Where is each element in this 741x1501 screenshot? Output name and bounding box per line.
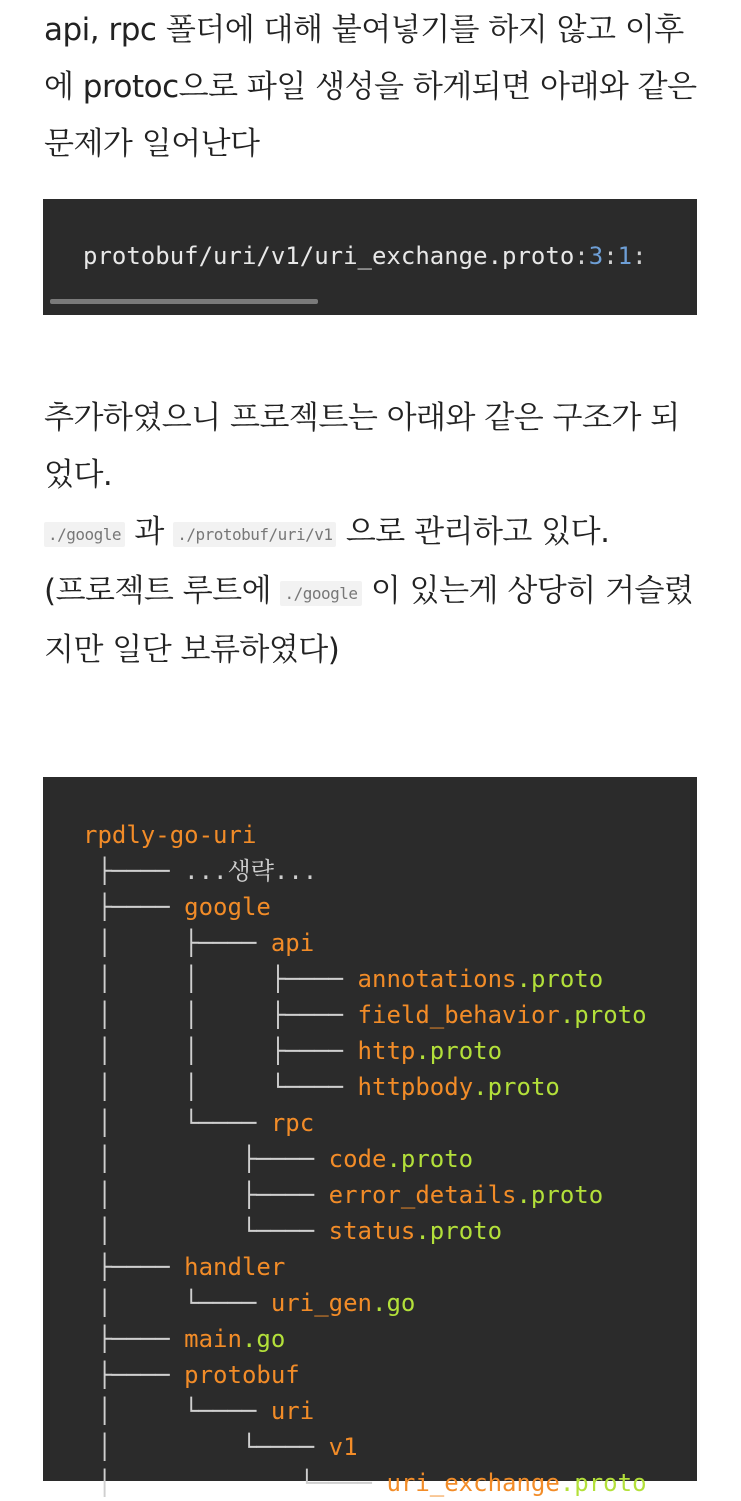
tree-branch: │ └──── [83,1109,271,1137]
tree-entry-name: protobuf [184,1361,300,1389]
tree-entry-name: uri_exchange [386,1469,560,1497]
tree-row [83,1217,502,1245]
tree-row [83,1325,285,1353]
tree-row [83,1433,358,1461]
horizontal-scrollbar[interactable] [50,299,318,304]
tree-entry-name: uri_gen [270,1289,372,1317]
tree-entry-name: rpc [270,1109,315,1137]
tree-branch: │ │ ├──── [83,965,358,993]
tree-entry-extension: .proto [559,1001,647,1029]
tree-entry-name: http [357,1037,416,1065]
tree-row [83,857,317,885]
error-sep: : [632,242,647,270]
structure-text: 으로 관리하고 있다. [336,514,610,550]
tree-entry-extension: .proto [386,1145,474,1173]
tree-entry-name: google [184,893,271,921]
tree-row [83,1289,415,1317]
tree-entry-name: main [184,1325,242,1353]
tree-root: rpdly-go-uri [83,821,257,849]
structure-text: 추가하였으니 프로젝트는 아래와 같은 구조가 되었다. [44,400,680,493]
tree-branch: │ │ ├──── [83,1001,358,1029]
tree-entry-name: uri [270,1397,315,1425]
structure-text: 과 [125,514,174,550]
tree-entry-extension: .proto [516,1181,604,1209]
tree-row [83,1469,647,1497]
error-path: protobuf/uri/v1/uri_exchange.proto [83,242,575,270]
tree-branch: ├──── [83,857,185,885]
tree-entry-extension: .proto [415,1217,503,1245]
tree-branch: │ └──── [83,1217,329,1245]
tree-branch: │ ├──── [83,1145,329,1173]
tree-branch: ├──── [83,893,185,921]
inline-code-google: ./google [280,581,361,606]
tree-entry-name: status [328,1217,416,1245]
tree-entry-extension: .proto [415,1037,503,1065]
tree-row [83,1001,647,1029]
tree-entry-name: api [270,929,315,957]
structure-text: (프로젝트 루트에 [44,573,281,609]
tree-entry-extension: .go [241,1325,286,1353]
tree-entry-name: field_behavior [357,1001,560,1029]
tree-row [83,929,314,957]
tree-row [83,1181,603,1209]
tree-entry-extension: .proto [473,1073,560,1101]
error-sep: : [603,242,618,270]
directory-tree [83,817,647,1501]
tree-row [83,1109,314,1137]
inline-code-google: ./google [44,522,125,547]
tree-entry-name: handler [184,1253,286,1281]
tree-row [83,1361,300,1389]
tree-branch: │ └──── [83,1397,271,1425]
tree-entry-name: v1 [328,1433,358,1461]
tree-row [83,1145,473,1173]
tree-branch: │ └──── [83,1433,329,1461]
tree-branch: │ │ └──── [83,1073,358,1101]
tree-entry-name: code [328,1145,387,1173]
tree-branch: ├──── [83,1325,185,1353]
intro-paragraph: api, rpc 폴더에 대해 붙여넣기를 하지 않고 이후에 protoc으로 파일 생성을 하게되면 아래와 같은 문제가 일어난다 [44,12,697,162]
tree-entry-name: error_details [328,1181,517,1209]
tree-row [83,1073,560,1101]
error-line-number: 3 [588,242,604,270]
tree-row [83,965,603,993]
tree-entry-name: annotations [357,965,517,993]
tree-branch: ├──── [83,1361,185,1389]
tree-row [83,1037,502,1065]
structure-text: 이 있는게 상당히 거슬렸지만 일단 보류하였다) [44,573,694,668]
tree-branch: │ └──── [83,1289,271,1317]
error-col-number: 1 [617,242,633,270]
error-code-block [43,199,697,315]
structure-paragraph [44,390,704,679]
tree-branch: ├──── [83,1253,185,1281]
tree-row [83,1397,314,1425]
tree-entry-name: httpbody [357,1073,474,1101]
tree-entry-extension: .proto [516,965,604,993]
tree-branch: │ └──── [83,1469,387,1497]
error-sep: : [574,242,589,270]
tree-code-block [43,777,697,1497]
tree-branch: │ ├──── [83,929,271,957]
tree-branch: │ │ ├──── [83,1037,358,1065]
tree-row [83,893,271,921]
inline-code-protobuf: ./protobuf/uri/v1 [173,522,336,547]
tree-branch: │ ├──── [83,1181,329,1209]
tree-entry-extension: .proto [559,1469,647,1497]
tree-row [83,1253,285,1281]
tree-entry-name: ...생략... [184,857,318,885]
tree-entry-extension: .go [372,1289,416,1317]
error-line [83,242,647,270]
